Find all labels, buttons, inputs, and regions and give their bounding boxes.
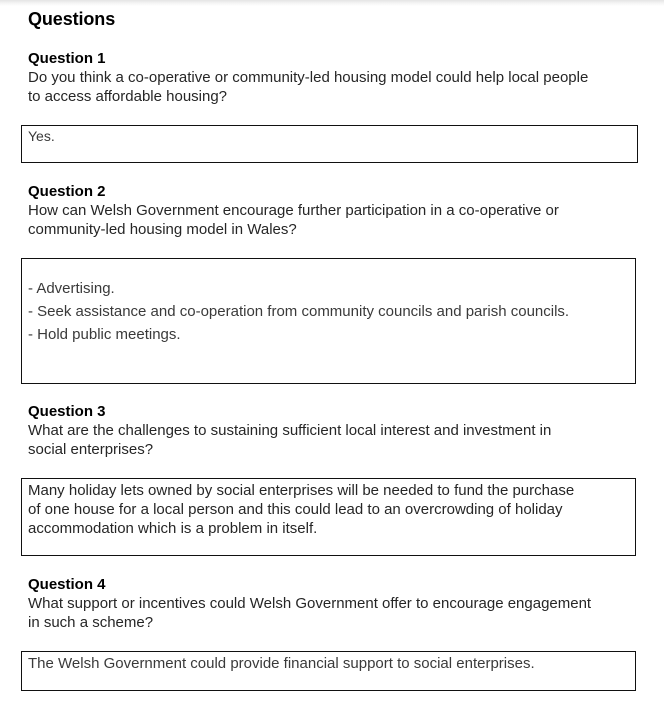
question-2-line: community-led housing model in Wales? [28,221,297,238]
question-2-answer-box[interactable] [21,258,636,384]
question-3-text [28,421,638,459]
question-3-line: What are the challenges to sustaining sufficient local interest and investment in [28,422,552,439]
question-4-answer-box[interactable] [21,651,636,691]
answer-line: Yes. [28,128,55,144]
answer-line: - Seek assistance and co-operation from community councils and parish councils. [28,303,570,320]
answer-line: - Hold public meetings. [28,326,181,343]
answer-line: The Welsh Government could provide financial support to social enterprises. [28,655,535,672]
answer-line: accommodation which is a problem in itself. [28,520,318,537]
answer-line: of one house for a local person and this could lead to an overcrowding of holiday [28,501,563,518]
question-2-label: Question 2 [28,183,106,200]
question-1-line: to access affordable housing? [28,88,228,105]
question-2-line: How can Welsh Government encourage further participation in a co-operative or [28,202,559,219]
page-title: Questions [28,9,116,29]
question-3-answer-box[interactable] [21,478,636,556]
question-2-text [28,201,638,239]
question-4-line: What support or incentives could Welsh Government offer to encourage engagement [28,595,592,612]
question-4-text [28,594,638,632]
question-1-label: Question 1 [28,50,106,67]
answer-line: - Advertising. [28,280,115,297]
question-1-line: Do you think a co-operative or community-led housing model could help local people [28,69,589,86]
question-3-label: Question 3 [28,403,106,420]
question-4-line: in such a scheme? [28,614,154,631]
answer-line: Many holiday lets owned by social enterprises will be needed to fund the purchase [28,482,575,499]
question-4-label: Question 4 [28,576,106,593]
top-shadow [0,0,664,6]
question-3-line: social enterprises? [28,441,154,458]
question-1-text [28,68,638,106]
question-1-answer-box[interactable] [21,125,638,163]
